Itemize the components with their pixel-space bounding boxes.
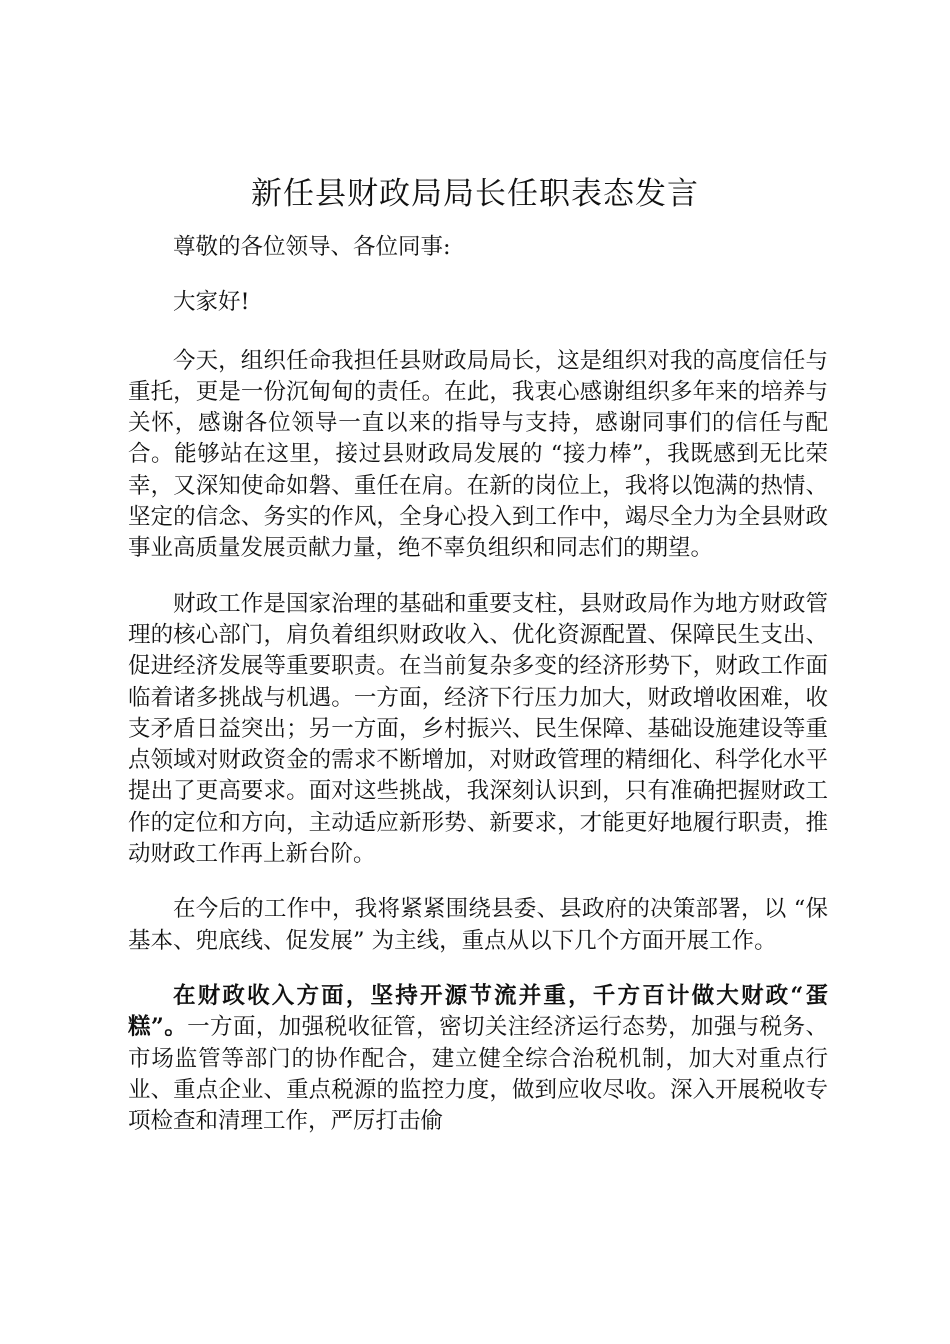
- section-text-revenue: 一方面，加强税收征管，密切关注经济运行态势，加强与税务、市场监管等部门的协作配合，建立健全综合治税机制，加大对重点行业、重点企业、重点税源的监控力度，做到应收尽收。深入开展税收专项检查和清理工作，严厉打击偷: [128, 1014, 828, 1135]
- document-body: [128, 232, 828, 1161]
- paragraph-work-plan: 在今后的工作中，我将紧紧围绕县委、县政府的决策部署，以 “保基本、兜底线、促发展” 为主线，重点从以下几个方面开展工作。: [128, 896, 828, 954]
- document-title: 新任县财政局局长任职表态发言: [251, 176, 699, 212]
- greeting-line: 尊敬的各位领导、各位同事:: [173, 234, 451, 260]
- section-heading-revenue: 在财政收入方面，坚持开源节流并重，千方百计做大财政“蛋糕”。: [128, 982, 828, 1041]
- paragraph-revenue: [128, 981, 828, 1137]
- paragraph-appointment: 今天，组织任命我担任县财政局局长，这是组织对我的高度信任与重托，更是一份沉甸甸的责任。在此，我衷心感谢组织多年来的培养与关怀，感谢各位领导一直以来的指导与支持，感谢同事们的信任与配合。能够站在这里，接过县财政局发展的 “接力棒”，我既感到无比荣幸，又深知使命如磐、重任在肩。在新的岗位上，我将以饱满的热情、坚定的信念、务实的作风，全身心投入到工作中，竭尽全力为全县财政事业高质量发展贡献力量，绝不辜负组织和同志们的期望。: [128, 347, 828, 562]
- hello-line: 大家好!: [173, 289, 250, 316]
- paragraph-finance-role: 财政工作是国家治理的基础和重要支柱，县财政局作为地方财政管理的核心部门，肩负着组织财政收入、优化资源配置、保障民生支出、促进经济发展等重要职责。在当前复杂多变的经济形势下，财政工作面临着诸多挑战与机遇。一方面，经济下行压力加大，财政增收困难，收支矛盾日益突出；另一方面，乡村振兴、民生保障、基础设施建设等重点领域对财政资金的需求不断增加，对财政管理的精细化、科学化水平提出了更高要求。面对这些挑战，我深刻认识到，只有准确把握财政工作的定位和方向，主动适应新形势、新要求，才能更好地履行职责，推动财政工作再上新台阶。: [128, 590, 828, 868]
